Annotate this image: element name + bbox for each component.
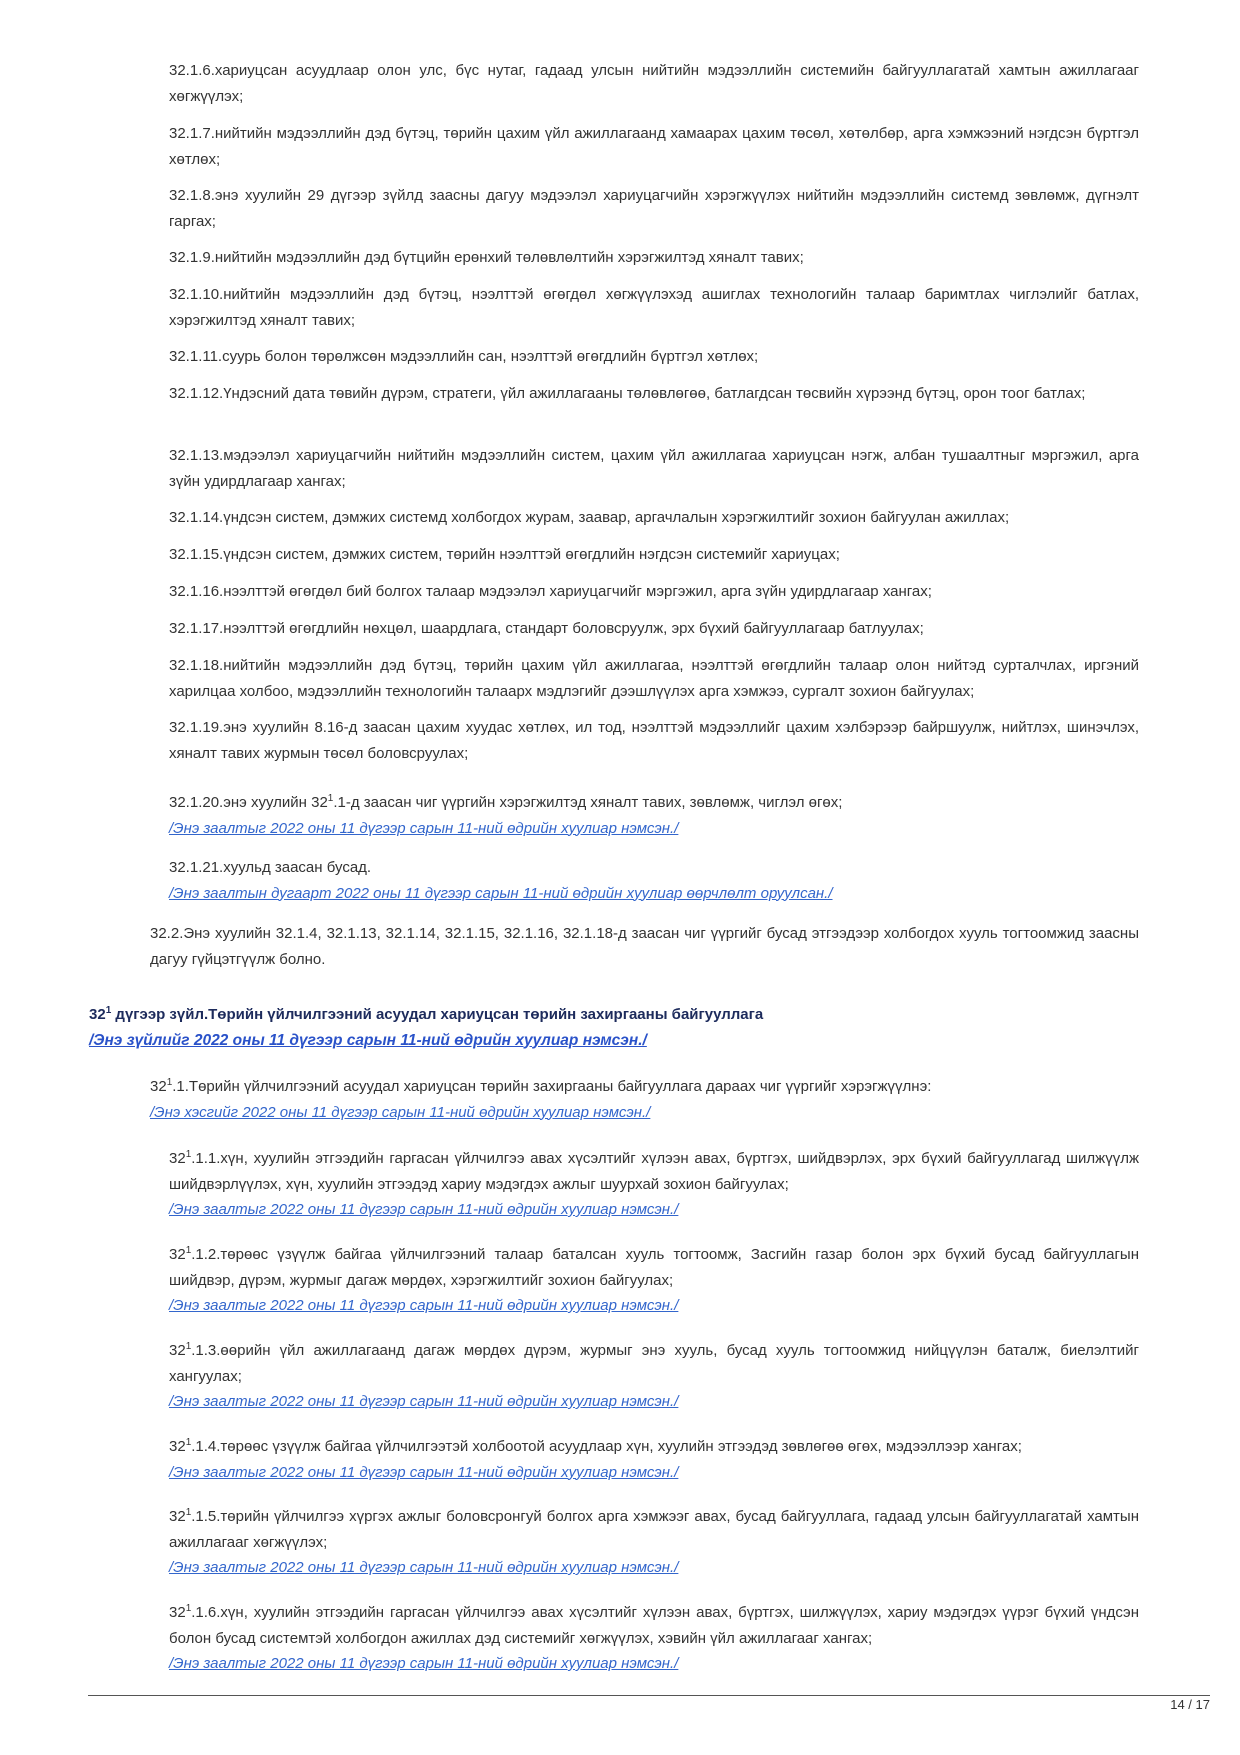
sub-clause: $32^1.1.4.төрөөс$ үзүүлж байгаа үйлчилгээтэй холбоотой асуудлаар хүн, хуулийн этгээдэд зөвлөгөө өгөх, мэдээллээр хангах; /Энэ заалтыг 2022 оны 11 дүгээр сарын 11-ний өдрийн хуулиар нэмсэн./: [169, 1434, 1139, 1485]
clause-32-1-8: 32.1.8.энэ хуулийн 29 дүгээр зүйлд заасны дагуу мэдээлэл хариуцагчийн хэрэгжүүлэх нийтийн мэдээллийн системд зөвлөмж, дүгнэлт гаргах;: [169, 187, 1139, 230]
article-amendment-link[interactable]: /Энэ зүйлийг 2022 оны 11 дүгээр сарын 11-ний өдрийн хуулиар нэмсэн./: [89, 1031, 647, 1049]
clause-32-1-6: 32.1.6.хариуцсан асуудлаар олон улс, бүс нутаг, гадаад улсын нийтийн мэдээллийн системийн байгууллагатай хамтын ажиллагааг хөгжүүлэх;: [169, 62, 1139, 105]
clause-32-1-13: 32.1.13.мэдээлэл хариуцагчийн нийтийн мэдээллийн систем, цахим үйл ажиллагаа хариуцсан нэгж, албан тушаалтныг мэргэжил, арга зүйн удирдлагаар хангах;: [169, 447, 1139, 490]
amendment-link[interactable]: /Энэ заалтыг 2022 оны 11 дүгээр сарын 11-ний өдрийн хуулиар нэмсэн./: [169, 1201, 679, 1218]
article-title: $32^1$ дүгээр зүйл.Төрийн үйлчилгээний асуудал хариуцсан төрийн захиргааны байгууллага: [89, 1005, 764, 1023]
amendment-link[interactable]: /Энэ заалтын дугаарт 2022 оны 11 дүгээр сарын 11-ний өдрийн хуулиар өөрчлөлт оруулсан./: [169, 884, 833, 902]
sub-clause: $32^1.1.6.хүн$, хуулийн этгээдийн гаргасан үйлчилгээ авах хүсэлтийг хүлээн авах, бүртгэх, шилжүүлэх, хариу мэдэгдэх үүрэг бүхий үндсэн болон бусад системтэй холбогдон ажиллах дэд системийг хөгжүүлэх, хэвийн үйл ажиллагааг хангах; /Энэ заалтыг 2022 оны 11 дүгээр сарын 11-ний өдрийн хуулиар нэмсэн./: [169, 1600, 1139, 1677]
clause-32-1-17: 32.1.17.нээлттэй өгөгдлийн нөхцөл, шаардлага, стандарт боловсруулж, эрх бүхий байгууллагаар батлуулах;: [169, 620, 924, 637]
clause-32-2: 32.2.Энэ хуулийн 32.1.4, 32.1.13, 32.1.14, 32.1.15, 32.1.16, 32.1.18-д заасан чиг үүргийг бусад этгээдээр холбогдох хууль тогтоомжид заасны дагуу гүйцэтгүүлж болно.: [150, 925, 1139, 968]
amendment-link[interactable]: /Энэ заалтыг 2022 оны 11 дүгээр сарын 11-ний өдрийн хуулиар нэмсэн./: [169, 1393, 679, 1410]
footer-divider: [88, 1695, 1210, 1696]
amendment-link[interactable]: /Энэ заалтыг 2022 оны 11 дүгээр сарын 11-ний өдрийн хуулиар нэмсэн./: [169, 819, 679, 837]
clause-text: 32.1.20.энэ хуулийн 32: [169, 794, 328, 811]
clause-32-1-10: 32.1.10.нийтийн мэдээллийн дэд бүтэц, нээлттэй өгөгдөл хөгжүүлэхэд ашиглах технологийн талаар баримтлах чиглэлийг батлах, хэрэгжилтэд хяналт тавих;: [169, 286, 1139, 329]
clause-32-1-20: [169, 790, 1139, 841]
clause-32-1-11: 32.1.11.суурь болон төрөлжсөн мэдээллийн сан, нээлттэй өгөгдлийн бүртгэл хөтлөх;: [169, 348, 759, 365]
sub-clause: $32^1.1.3.өөрийн$ үйл ажиллагаанд дагаж мөрдөх дүрэм, журмыг энэ хууль, бусад хууль тогтоомжид нийцүүлэн баталж, биелэлтийг хангуулах; /Энэ заалтыг 2022 оны 11 дүгээр сарын 11-ний өдрийн хуулиар нэмсэн./: [169, 1338, 1139, 1415]
clause-32-1-21: 32.1.21.хуульд заасан бусад. /Энэ заалтын дугаарт 2022 оны 11 дүгээр сарын 11-ний өдрийн хуулиар өөрчлөлт оруулсан./: [169, 855, 1139, 906]
clause-32-1-18: 32.1.18.нийтийн мэдээллийн дэд бүтэц, төрийн цахим үйл ажиллагаа, нээлттэй өгөгдлийн талаар олон нийтэд сурталчлах, иргэний харилцаа холбоо, мэдээллийн технологийн талаарх мэдлэгийг дээшлүүлэх арга хэмжээ, сургалт зохион байгуулах;: [169, 657, 1139, 700]
amendment-link[interactable]: /Энэ заалтыг 2022 оны 11 дүгээр сарын 11-ний өдрийн хуулиар нэмсэн./: [169, 1297, 679, 1314]
page-number: 14 / 17: [1170, 1697, 1210, 1712]
amendment-link[interactable]: /Энэ заалтыг 2022 оны 11 дүгээр сарын 11-ний өдрийн хуулиар нэмсэн./: [169, 1655, 679, 1672]
article-heading: [89, 1002, 1139, 1053]
clause-32-1-12: 32.1.12.Үндэсний дата төвийн дүрэм, стратеги, үйл ажиллагааны төлөвлөгөө, батлагдсан төсвийн хүрээнд бүтэц, орон тоог батлах;: [169, 385, 1086, 402]
clause-32-1-9: 32.1.9.нийтийн мэдээллийн дэд бүтцийн ерөнхий төлөвлөлтийн хэрэгжилтэд хяналт тавих;: [169, 249, 804, 266]
amendment-link[interactable]: /Энэ заалтыг 2022 оны 11 дүгээр сарын 11-ний өдрийн хуулиар нэмсэн./: [169, 1463, 679, 1481]
sub-clause: $32^1.1.5.төрийн$ үйлчилгээ хүргэх ажлыг боловсронгуй болгох арга хэмжээг авах, бусад байгууллага, гадаад улсын байгууллагатай хамтын ажиллагааг хөгжүүлэх; /Энэ заалтыг 2022 оны 11 дүгээр сарын 11-ний өдрийн хуулиар нэмсэн./: [169, 1504, 1139, 1581]
clause-32-1-7: 32.1.7.нийтийн мэдээллийн дэд бүтэц, төрийн цахим үйл ажиллагаанд хамаарах цахим төсөл, хөтөлбөр, арга хэмжээний нэгдсэн бүртгэл хөтлөх;: [169, 125, 1139, 168]
clause-32-1-16: 32.1.16.нээлттэй өгөгдөл бий болгох талаар мэдээлэл хариуцагчийг мэргэжил, арга зүйн удирдлагаар хангах;: [169, 583, 932, 600]
clause-32-1-15: 32.1.15.үндсэн систем, дэмжих систем, төрийн нээлттэй өгөгдлийн нэгдсэн системийг хариуцах;: [169, 546, 840, 563]
superscript: 1: [327, 793, 334, 804]
clause-text: .1-д заасан чиг үүргийн хэрэгжилтэд хяналт тавих, зөвлөмж, чиглэл өгөх;: [333, 794, 843, 811]
amendment-link[interactable]: /Энэ заалтыг 2022 оны 11 дүгээр сарын 11-ний өдрийн хуулиар нэмсэн./: [169, 1559, 679, 1576]
sub-clause: $32^1.1.1.хүн$, хуулийн этгээдийн гаргасан үйлчилгээ авах хүсэлтийг хүлээн авах, бүртгэх, шийдвэрлэх, эрх бүхий байгууллагад шилжүүлж шийдвэрлүүлэх, хүн, хуулийн этгээдэд хариу мэдэгдэх ажлыг шуурхай зохион байгуулах; /Энэ заалтыг 2022 оны 11 дүгээр сарын 11-ний өдрийн хуулиар нэмсэн./: [169, 1146, 1139, 1223]
clause-32-1-1-parent: $32^1.1.Төрийн$ үйлчилгээний асуудал хариуцсан төрийн захиргааны байгууллага дараах чиг үүргийг хэрэгжүүлнэ: /Энэ хэсгийг 2022 оны 11 дүгээр сарын 11-ний өдрийн хуулиар нэмсэн./: [150, 1074, 1139, 1125]
clause-32-1-14: 32.1.14.үндсэн систем, дэмжих системд холбогдох журам, заавар, аргачлалын хэрэгжилтийг зохион байгуулан ажиллах;: [169, 509, 1010, 526]
clause-32-1-19: 32.1.19.энэ хуулийн 8.16-д заасан цахим хуудас хөтлөх, ил тод, нээлттэй мэдээллийг цахим хэлбэрээр байршуулж, нийтлэх, шинэчлэх, хяналт тавих журмын төсөл боловсруулах;: [169, 719, 1139, 762]
sub-clause: $32^1.1.2.төрөөс$ үзүүлж байгаа үйлчилгээний талаар баталсан хууль тогтоомж, Засгийн газар болон эрх бүхий бусад байгууллагын шийдвэр, дүрэм, журмыг дагаж мөрдөх, хэрэгжилтийг зохион байгуулах; /Энэ заалтыг 2022 оны 11 дүгээр сарын 11-ний өдрийн хуулиар нэмсэн./: [169, 1242, 1139, 1319]
amendment-link[interactable]: /Энэ хэсгийг 2022 оны 11 дүгээр сарын 11-ний өдрийн хуулиар нэмсэн./: [150, 1103, 651, 1121]
